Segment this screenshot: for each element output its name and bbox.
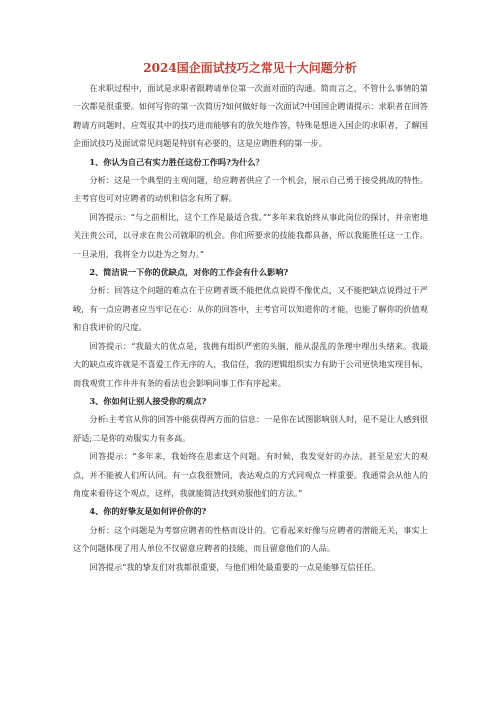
analysis-paragraph-2: 分析：回答这个问题的难点在于应聘者既不能把优点说得不像优点，又不能把缺点说得过于严峻，有一点应聘者应当牢记在心：从你的回答中，主考官可以知道你的才能，也能了解你的价值观和自我评价的尺度。 — [73, 285, 428, 333]
analysis-paragraph-3: 分析:主考官从你的回答中能获得两方面的信息：一是你在试图影响别人时，是不是让人感到很舒适;二是你的劝服实力有多高。 — [73, 414, 428, 443]
answer-tip-paragraph-1: 回答提示：“与之前相比，这个工作是最适合我。”“多年来我始终从事此岗位的探讨，并亲密地关注贵公司，以寻求在贵公司就职的机会。你们所要求的技能我都具备，所以我能胜任这一工作。一旦录用，我将全力以赴为之努力。” — [73, 211, 428, 259]
intro-paragraph: 在求职过程中，面试是求职者跟聘请单位第一次面对面的沟通。简而言之，不管什么事情的第一次都是很重要。如何写你的第一次简历?如何做好每一次面试?中国国企聘请提示：求职者在回答聘请方问题时，应驾驭其中的技巧进而能够有的放矢地作答，特殊是想进入国企的求职者，了解国企面试技巧及面试常见问题是特别有必要的，这是应聘胜利的第一步。 — [73, 83, 428, 149]
question-heading-3: 3、你如何让别人接受你的观点? — [89, 395, 207, 406]
question-heading-1: 1、你认为自己有实力胜任这份工作吗?为什么？ — [89, 156, 264, 167]
question-heading-2: 2、简洁说一下你的优缺点，对你的工作会有什么影响? — [89, 267, 289, 278]
document-title: 2024国企面试技巧之常见十大问题分析 — [143, 61, 357, 75]
document-body — [73, 79, 428, 576]
answer-tip-paragraph-4: 回答提示“我的挚友们对我都很重要，与他们相处最重要的一点是能够互信任任。 — [89, 561, 381, 572]
analysis-paragraph-4: 分析：这个问题是为考察应聘者的性格而设计的。它看起来好像与应聘者的潜能无关，事实上这个问题体现了用人单位不仅留意应聘者的技能，而且留意他们的人品。 — [73, 524, 428, 554]
question-heading-4: 4、你的好挚友是如何评价你的? — [89, 506, 207, 517]
analysis-paragraph-1: 分析：这是一个典型的主观问题，给应聘者供应了一个机会，展示自己勇于接受挑战的特性。主考官也可对应聘者的动机和信念有所了解。 — [73, 175, 428, 204]
answer-tip-paragraph-3: 回答提示：“多年来，我始终在思索这个问题。有时候，我发觉好的办法，甚至是宏大的观点，并不能被人们所认同。有一点我很赞同，表达观点的方式同观点一样重要。我通常会从他人的角度来看待这个观点，这样，我就能简洁找到劝服他们的方法。” — [73, 451, 428, 498]
answer-tip-paragraph-2: 回答提示：“我最大的优点是，我拥有组织严密的头脑，能从混乱的条理中理出头绪来。我最大的缺点或许就是不喜爱工作无序的人，我信任，我的逻辑组织实力有助于公司更快地实现目标，而我观赏工作井井有条的看法也会影响同事工作有序起来。 — [73, 340, 428, 388]
